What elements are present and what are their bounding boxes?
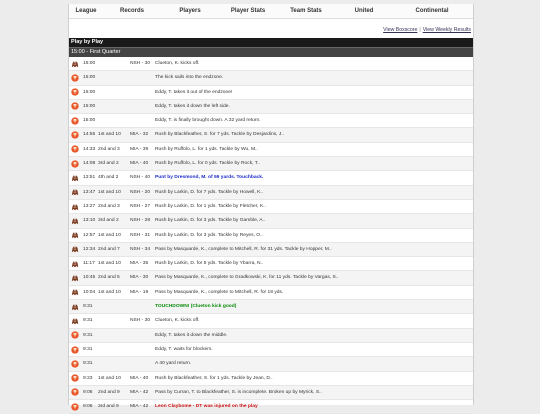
play-spot: MIA - 42: [130, 404, 149, 410]
play-spot: NSH - 30: [130, 318, 151, 324]
play-time: 9:31: [83, 332, 93, 338]
play-description: Pass by Masquarde, K., complete to Gradkowski, K. for 11 yds. Tackle by Vargas, S..: [155, 275, 339, 281]
play-row: [69, 271, 473, 285]
play-description: Rush by Ruffolo, L. for 0 yds. Tackle by Rock, T..: [155, 161, 260, 167]
play-description: Pass by Masquarde, K., complete to Mitchell, R. for 19 yds.: [155, 289, 284, 295]
play-time: 15:00: [83, 89, 96, 95]
play-row: [69, 400, 473, 414]
mia-team-logo-icon: [71, 117, 79, 125]
play-description: Pass by Masquarde, K., complete to Mitchell, R. for 31 yds. Tackle by Hopper, M..: [155, 246, 332, 252]
play-row: [69, 386, 473, 400]
play-down: 2nd and 3: [98, 203, 120, 209]
play-row: [69, 157, 473, 171]
play-description: Eddy, T. takes it out of the endzone!: [155, 89, 233, 95]
play-spot: MIA - 32: [130, 132, 149, 138]
nav-records[interactable]: Records: [119, 8, 144, 14]
page-container: [68, 4, 474, 410]
mia-team-logo-icon: [71, 360, 79, 368]
play-down: 1st and 10: [98, 375, 121, 381]
play-row: [69, 214, 473, 228]
nsh-team-logo-icon: [71, 60, 79, 68]
mia-team-logo-icon: [71, 131, 79, 139]
play-spot: NSH - 27: [130, 203, 151, 209]
play-row: [69, 200, 473, 214]
play-down: 1st and 10: [98, 232, 121, 238]
nav-league[interactable]: League: [75, 8, 97, 14]
play-description: Leon Claybome - DT was injured on the play: [155, 404, 258, 410]
play-spot: NSH - 28: [130, 218, 151, 224]
play-time: 15:00: [83, 103, 96, 109]
play-spot: NSH - 30: [130, 61, 151, 66]
play-row: [69, 71, 473, 85]
nsh-team-logo-icon: [71, 188, 79, 196]
nav-team-stats[interactable]: Team Stats: [290, 8, 322, 14]
play-row: [69, 143, 473, 157]
play-row: [69, 314, 473, 328]
play-time: 14:33: [83, 146, 96, 152]
play-description: Rush by Blackfeather, S. for 7 yds. Tackle by Desjardins, J..: [155, 132, 285, 138]
play-row: [69, 357, 473, 371]
mia-team-logo-icon: [71, 145, 79, 153]
play-row: [69, 243, 473, 257]
play-description: Clueton, K. kicks off.: [155, 318, 200, 324]
play-time: 12:34: [83, 246, 96, 252]
play-time: 13:10: [83, 218, 96, 224]
play-time: 10:04: [83, 289, 96, 295]
play-description: Rush by Larkin, D. for 7 yds. Tackle by Howell, K..: [155, 189, 264, 195]
play-row: [69, 100, 473, 114]
play-down: 4th and 2: [98, 175, 119, 181]
play-row: [69, 300, 473, 314]
play-down: 2nd and 3: [98, 146, 120, 152]
play-row: [69, 86, 473, 100]
play-down: 3rd and 2: [98, 218, 119, 224]
nsh-team-logo-icon: [71, 203, 79, 211]
play-description: Eddy, T. takes it down the middle.: [155, 332, 228, 338]
play-time: 11:17: [83, 261, 95, 267]
link-separator: |: [419, 27, 421, 33]
play-row: [69, 286, 473, 300]
play-spot: MIA - 39: [130, 146, 149, 152]
nsh-team-logo-icon: [71, 217, 79, 225]
quarter-header: 15:00 - First Quarter: [69, 47, 473, 57]
nav-players[interactable]: Players: [179, 8, 201, 14]
nsh-team-logo-icon: [71, 288, 79, 296]
play-description: Clueton, K. kicks off.: [155, 61, 200, 66]
play-time: 10:45: [83, 275, 96, 281]
play-time: 14:08: [83, 161, 96, 167]
play-spot: NSH - 40: [130, 175, 151, 181]
play-row: [69, 343, 473, 357]
play-spot: MIA - 42: [130, 389, 149, 395]
top-nav: [69, 4, 473, 19]
mia-team-logo-icon: [71, 74, 79, 82]
play-row: [69, 229, 473, 243]
play-spot: MIA - 19: [130, 289, 149, 295]
mia-team-logo-icon: [71, 346, 79, 354]
play-spot: MIA - 40: [130, 375, 149, 381]
play-description: Rush by Larkin, D. for 3 yds. Tackle by Gamble, A..: [155, 218, 266, 224]
play-row: [69, 57, 473, 71]
view-links: [69, 19, 473, 35]
play-description: Eddy, T. is finally brought down. A 32 yard return.: [155, 118, 261, 124]
play-down: 1st and 10: [98, 132, 121, 138]
play-row: [69, 171, 473, 185]
play-time: 9:31: [83, 304, 93, 310]
play-time: 13:51: [83, 175, 96, 181]
nsh-team-logo-icon: [71, 317, 79, 325]
play-row: [69, 257, 473, 271]
play-spot: MIA - 35: [130, 261, 149, 267]
play-description: Rush by Blackfeather, S. for 1 yds. Tackle by Jean, D..: [155, 375, 273, 381]
nav-united[interactable]: United: [354, 8, 374, 14]
play-row: [69, 128, 473, 142]
nsh-team-logo-icon: [71, 260, 79, 268]
play-down: 1st and 10: [98, 261, 121, 267]
play-list: [69, 57, 473, 414]
play-row: [69, 114, 473, 128]
play-down: 1st and 10: [98, 189, 121, 195]
mia-team-logo-icon: [71, 88, 79, 96]
play-by-play-header: Play by Play: [69, 38, 473, 47]
play-down: 2nd and 7: [98, 246, 120, 252]
play-description: Rush by Larkin, D. for 5 yds. Tackle by Ybarra, N..: [155, 261, 264, 267]
play-description: The kick sails into the endzone.: [155, 75, 224, 81]
play-row: [69, 372, 473, 386]
mia-team-logo-icon: [71, 388, 79, 396]
play-spot: MIA - 40: [130, 161, 149, 167]
play-spot: NSH - 34: [130, 246, 151, 252]
play-time: 9:06: [83, 389, 93, 395]
play-time: 9:23: [83, 375, 93, 381]
play-down: 1st and 10: [98, 289, 121, 295]
play-down: 3rd and 2: [98, 161, 119, 167]
play-time: 9:31: [83, 318, 93, 324]
play-time: 13:47: [83, 189, 96, 195]
play-time: 14:55: [83, 132, 96, 138]
play-time: 9:31: [83, 361, 93, 367]
play-down: 3rd and 9: [98, 404, 119, 410]
play-time: 15:00: [83, 75, 96, 81]
play-time: 12:57: [83, 232, 96, 238]
mia-team-logo-icon: [71, 374, 79, 382]
nsh-team-logo-icon: [71, 245, 79, 253]
play-description: Rush by Larkin, D. for 1 yds. Tackle by Fletcher, K..: [155, 203, 266, 209]
mia-team-logo-icon: [71, 331, 79, 339]
nav-player-stats[interactable]: Player Stats: [230, 8, 266, 14]
view-weekly-results-link[interactable]: View Weekly Results: [422, 27, 471, 33]
play-down: 2nd and 9: [98, 389, 120, 395]
play-description: Rush by Ruffolo, L. for 1 yds. Tackle by Wu, M..: [155, 146, 258, 152]
play-spot: NSH - 20: [130, 189, 151, 195]
play-description: Rush by Larkin, D. for 3 yds. Tackle by Reyes, O..: [155, 232, 263, 238]
mia-team-logo-icon: [71, 403, 79, 411]
nsh-team-logo-icon: [71, 274, 79, 282]
play-row: [69, 329, 473, 343]
nav-continental[interactable]: Continental: [415, 8, 449, 14]
play-time: 15:00: [83, 61, 96, 66]
view-boxscore-link[interactable]: View Boxscore: [383, 27, 418, 33]
play-description: Eddy, T. takes it down the left side.: [155, 103, 230, 109]
play-spot: NSH - 31: [130, 232, 151, 238]
play-description: TOUCHDOWN! (Clueton kick good): [155, 304, 237, 310]
play-description: Punt by Dresmond, M. of 59 yards. Touchback.: [155, 175, 264, 181]
play-time: 9:06: [83, 404, 93, 410]
nsh-team-logo-icon: [71, 303, 79, 311]
nsh-team-logo-icon: [71, 231, 79, 239]
play-description: Eddy, T. waits for blockers.: [155, 346, 213, 352]
mia-team-logo-icon: [71, 102, 79, 110]
mia-team-logo-icon: [71, 160, 79, 168]
play-time: 13:27: [83, 203, 96, 209]
play-spot: MIA - 30: [130, 275, 149, 281]
nsh-team-logo-icon: [71, 174, 79, 182]
play-time: 9:31: [83, 346, 93, 352]
play-time: 15:00: [83, 118, 96, 124]
play-row: [69, 186, 473, 200]
play-description: Pass by Curran, T. to Blackfeather, S. is incomplete. Broken up by Myrick, S..: [155, 389, 322, 395]
play-down: 2nd and 5: [98, 275, 120, 281]
play-description: A 40 yard return.: [155, 361, 192, 367]
